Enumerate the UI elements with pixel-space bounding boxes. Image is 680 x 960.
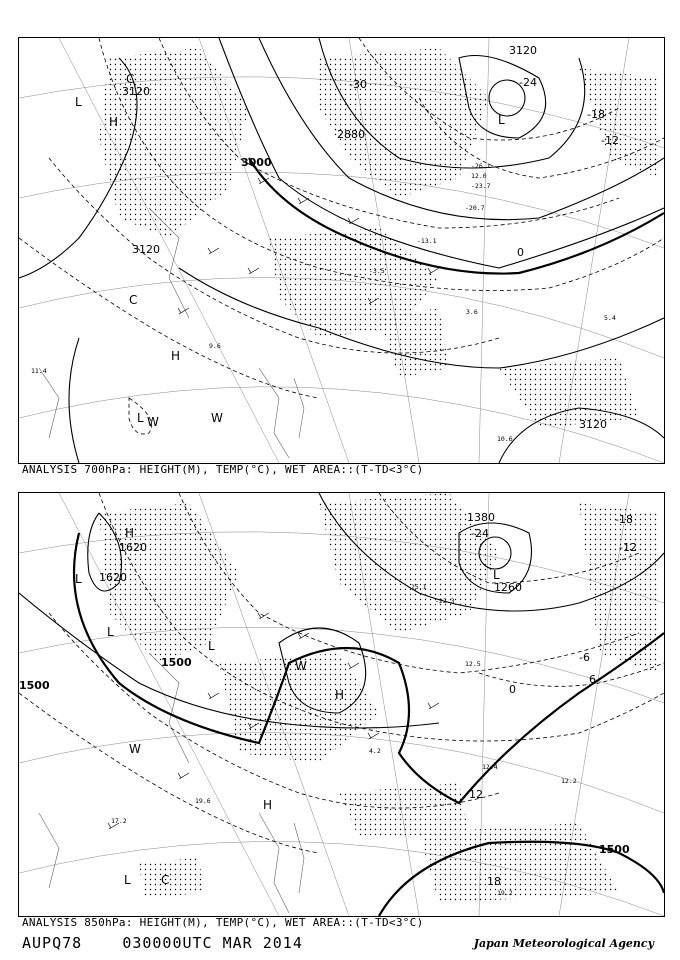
isotherm-label: 12: [469, 788, 483, 801]
coastlines: [39, 208, 304, 458]
cold-center-label: C: [126, 72, 135, 86]
map-850hpa: [18, 492, 665, 917]
high-center-label: H: [263, 798, 273, 812]
isotherm-label: -12: [601, 134, 619, 147]
high-center-label: H: [125, 526, 135, 540]
map-700hpa: [18, 37, 665, 464]
contour-label-1500: 1500: [161, 656, 192, 669]
low-center-label: L: [498, 113, 505, 127]
station-observation: -20.7: [465, 204, 485, 212]
contour-label-3120: 3120: [132, 243, 160, 256]
wet-area-stipple: [99, 48, 659, 428]
wet-area-stipple: [99, 493, 659, 903]
caption-850hpa: ANALYSIS 850hPa: HEIGHT(M), TEMP(°C), WET AREA::(T-TD<3°C): [22, 916, 424, 929]
isotherm-label: 18: [487, 875, 501, 888]
low-center-label: L: [75, 95, 82, 109]
chart-code: AUPQ78: [22, 934, 83, 952]
isotherm-label: -12: [619, 541, 637, 554]
station-observation: 10.6: [497, 435, 513, 443]
station-observation: 4.2: [369, 747, 381, 755]
station-observation: 12.5: [465, 660, 481, 668]
station-observation: 9.6: [209, 342, 221, 350]
contour-label-1500: 1500: [599, 843, 630, 856]
high-center-label: H: [171, 349, 181, 363]
contour-label-1380: 1380: [467, 511, 495, 524]
low-center-label: L: [107, 625, 114, 639]
station-observation: 5.4: [604, 314, 616, 322]
station-observation: -22.3: [435, 597, 455, 605]
caption-700hpa: ANALYSIS 700hPa: HEIGHT(M), TEMP(°C), WET AREA::(T-TD<3°C): [22, 463, 424, 476]
high-center-label: H: [335, 688, 345, 702]
cold-center-label: C: [129, 293, 138, 307]
low-center-label: L: [137, 411, 144, 425]
station-observation: 19.6: [195, 797, 211, 805]
contour-label-2880: 2880: [337, 128, 365, 141]
station-observation: -26.1: [471, 162, 491, 170]
station-observation: 11.4: [31, 367, 47, 375]
high-center-label: H: [109, 115, 119, 129]
station-observation: 17.2: [111, 817, 127, 825]
isotherm-label: -18: [615, 513, 633, 526]
contour-label-2880: 3120: [509, 44, 537, 57]
low-center-label: L: [208, 639, 215, 653]
low-center-label: L: [75, 572, 82, 586]
isotherm-label: -18: [587, 108, 605, 121]
isotherm-label: -6: [579, 651, 590, 664]
low-center-label: L: [124, 873, 131, 887]
isotherm-label: 0: [509, 683, 516, 696]
station-observation: 12.0: [471, 172, 487, 180]
low-center-label: L: [493, 568, 500, 582]
contour-label-3120: 3120: [122, 85, 150, 98]
cold-center-label: C: [161, 873, 170, 887]
map-850hpa-svg: [19, 493, 664, 916]
station-observation: 19.2: [497, 889, 513, 897]
warm-center-label: W: [129, 742, 141, 756]
map-700hpa-svg: [19, 38, 664, 463]
station-observation: -3.5: [369, 267, 385, 275]
contour-label-1500: 1500: [19, 679, 50, 692]
contour-label-1620: 1620: [99, 571, 127, 584]
isotherm-label: -24: [471, 527, 489, 540]
station-observation: -13.1: [417, 237, 437, 245]
station-observation: 12.4: [482, 763, 498, 771]
warm-center-label: W: [147, 415, 159, 429]
contour-label-3120: 3120: [579, 418, 607, 431]
station-observation: 3.6: [466, 308, 478, 316]
contour-label-3000: 3000: [241, 156, 272, 169]
warm-center-label: W: [295, 659, 307, 673]
station-observation: 12.2: [561, 777, 577, 785]
isotherm-label: 6: [589, 673, 596, 686]
agency-name: Japan Meteorological Agency: [473, 937, 654, 950]
isotherm-label: -30: [349, 78, 367, 91]
analysis-timestamp: 030000UTC MAR 2014: [122, 934, 303, 952]
chart-code-and-time: [22, 934, 303, 952]
contour-label-1260: 1260: [494, 581, 522, 594]
station-observation: -25.1: [407, 583, 427, 591]
isotherm-label: -24: [519, 76, 537, 89]
warm-center-label: W: [211, 411, 223, 425]
station-observation: -23.7: [471, 182, 491, 190]
isotherm-label: 0: [517, 246, 524, 259]
contour-label-1620: 1620: [119, 541, 147, 554]
